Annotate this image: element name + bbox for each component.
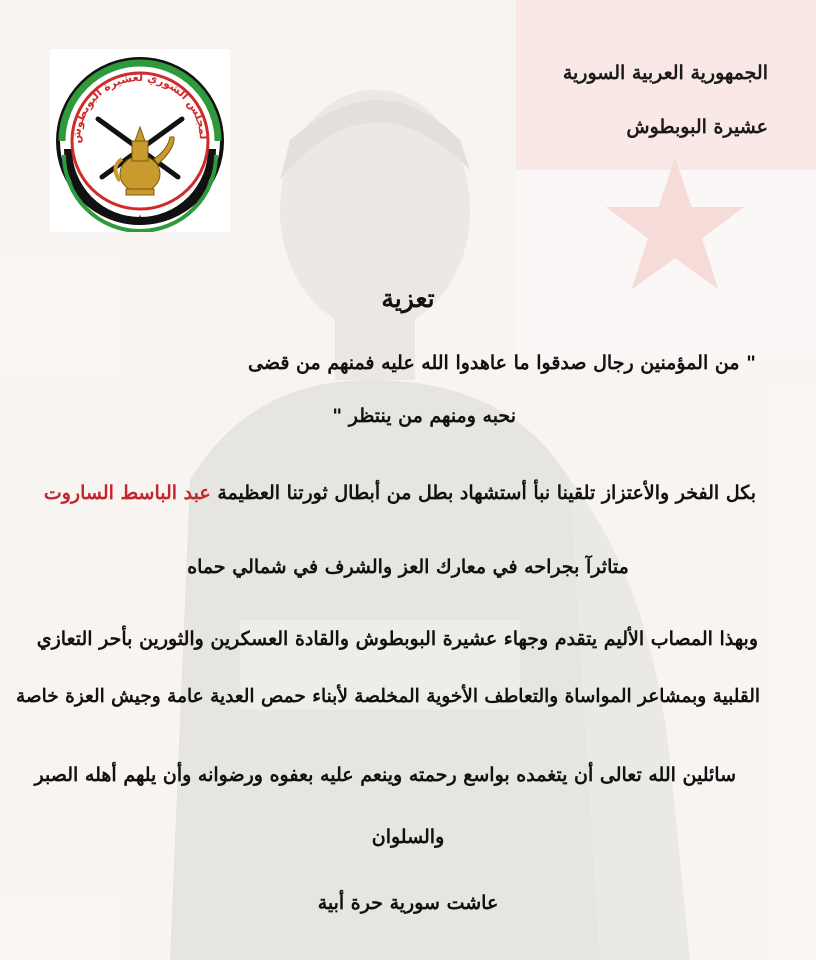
- paragraph-1: [44, 482, 756, 504]
- paragraph-4-line-1: سائلين الله تعالى أن يتغمده بواسع رحمته وينعم عليه بعفوه ورضوانه وأن يلهم أهله الصبر: [34, 764, 736, 786]
- paragraph-4-line-2: والسلوان: [371, 826, 445, 848]
- svg-text:★: ★: [114, 212, 123, 222]
- martyr-name: عبد الباسط الساروت: [43, 482, 211, 504]
- paragraph-2: متاثرآ بجراحه في معارك العز والشرف في شمالي حماه: [187, 556, 629, 578]
- letter-title: تعزية: [381, 284, 435, 313]
- closing-line: عاشت سورية حرة أبية: [317, 892, 499, 914]
- svg-text:★: ★: [158, 212, 167, 222]
- verse-line-1: " من المؤمنين رجال صدقوا ما عاهدوا الله عليه فمنهم من قضى: [248, 352, 756, 374]
- verse-line-2: نحبه ومنهم من ينتظر ": [332, 405, 516, 427]
- paragraph-3-line-2: القلبية وبمشاعر المواساة والتعاطف الأخوية المخلصة لأبناء حمص العدية عامة وجيش العزة خاصة: [15, 686, 760, 707]
- svg-text:المجلس الشوري لعشيرة البوبطوش: لمجلس الشوري لعشيرة البوبطوش: [69, 70, 211, 144]
- header-tribe: عشيرة البوبطوش: [626, 116, 768, 138]
- tribe-seal-icon: [50, 49, 230, 232]
- paragraph-1-text: بكل الفخر والأعتزاز تلقينا نبأ أستشهاد بطل من أبطال ثورتنا العظيمة: [210, 482, 756, 504]
- header-country: الجمهورية العربية السورية: [562, 62, 768, 84]
- tribe-logo: [50, 49, 230, 232]
- svg-text:★: ★: [136, 214, 145, 224]
- paragraph-3-line-1: وبهذا المصاب الأليم يتقدم وجهاء عشيرة البوبطوش والقادة العسكرين والثورين بأحر التعازي: [36, 628, 758, 650]
